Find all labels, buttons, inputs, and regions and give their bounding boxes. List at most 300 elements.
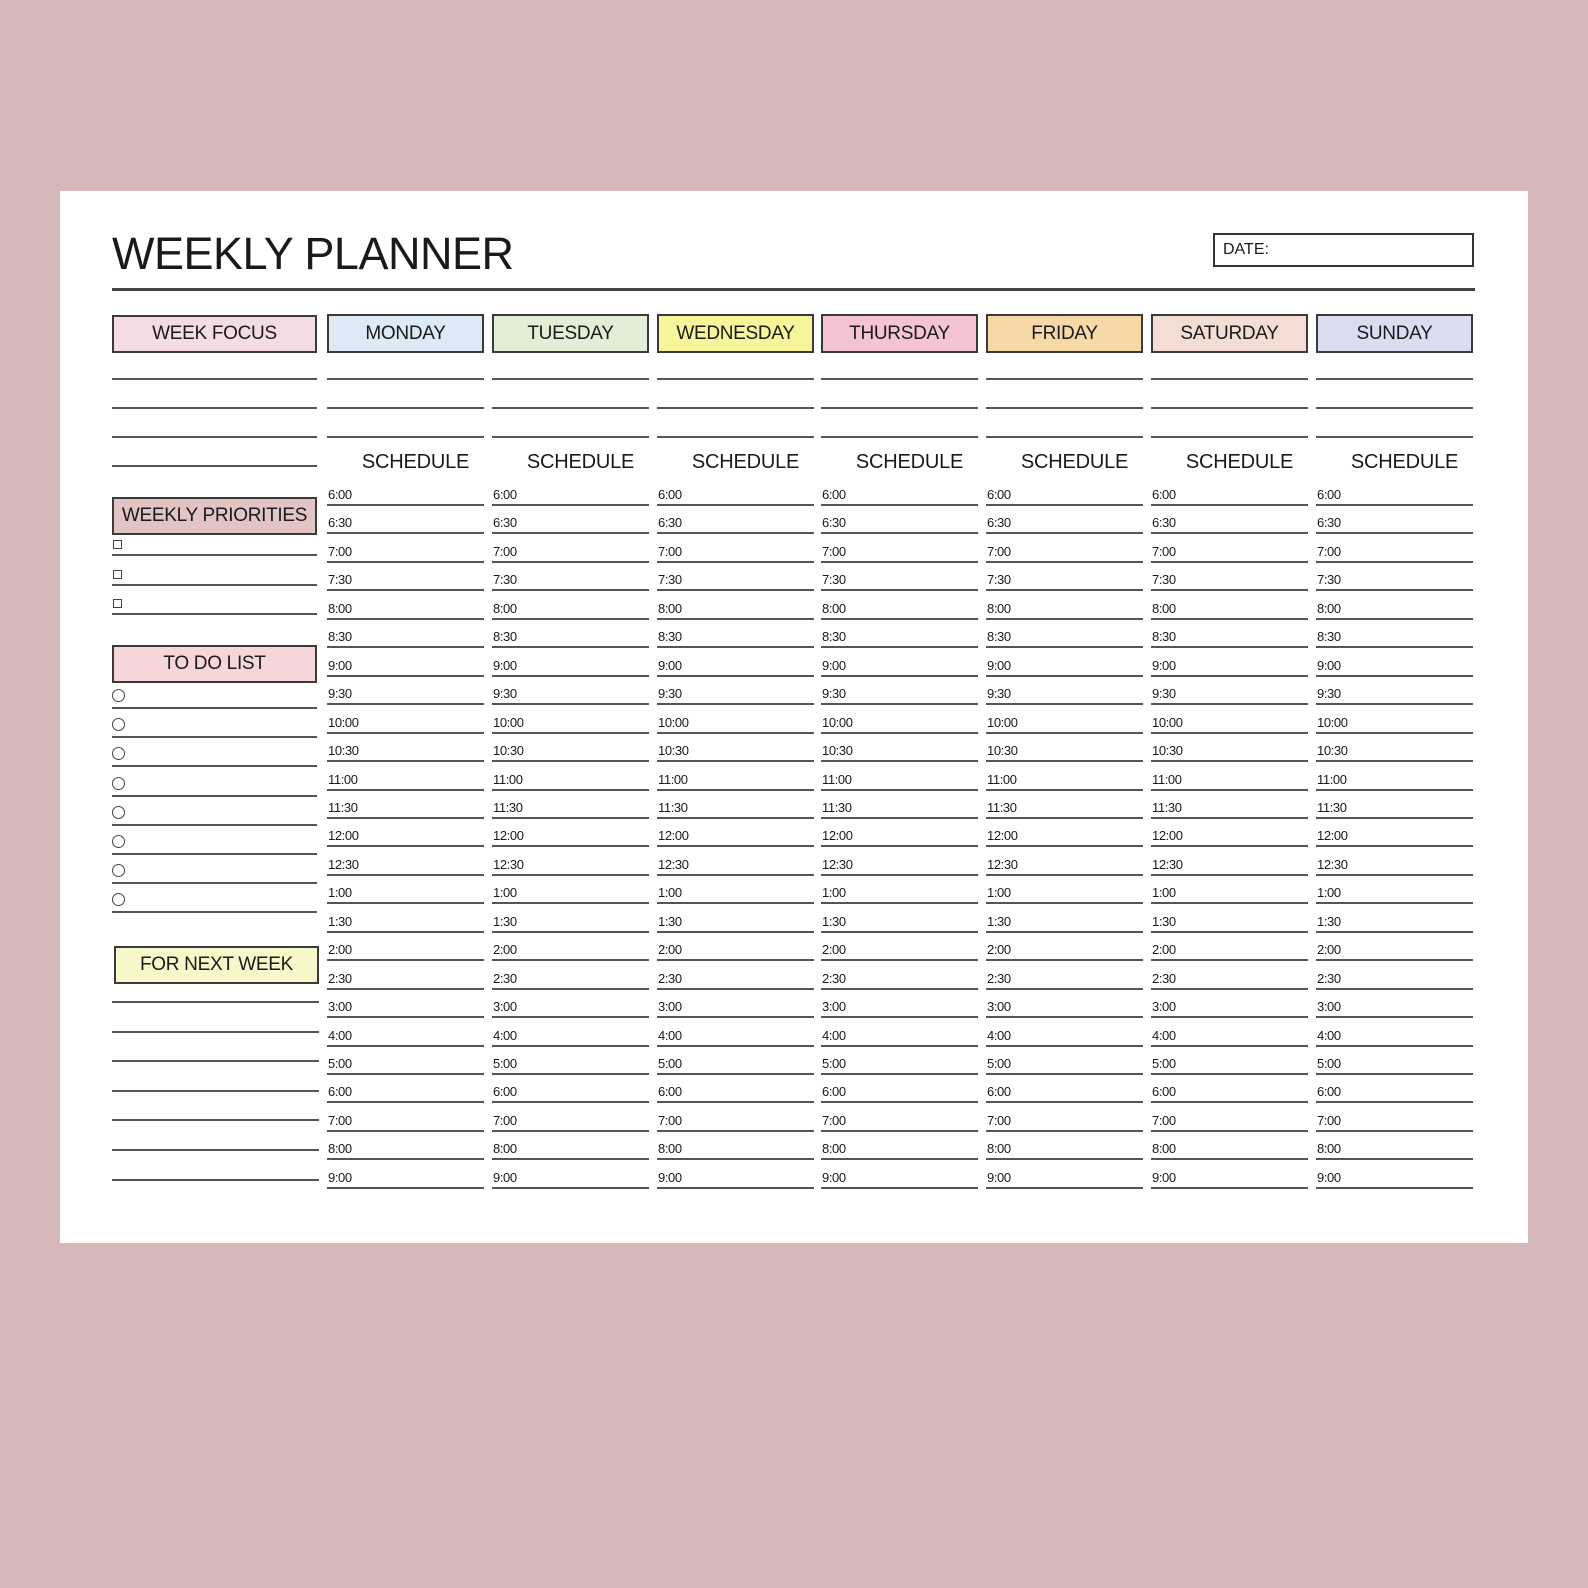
schedule-slot-line[interactable] [986, 561, 1143, 563]
schedule-slot-line[interactable] [327, 1130, 484, 1132]
todo-circle[interactable] [112, 747, 125, 760]
schedule-slot-line[interactable] [1316, 504, 1473, 506]
schedule-slot-line[interactable] [1151, 817, 1308, 819]
schedule-slot-line[interactable] [327, 561, 484, 563]
day-focus-line[interactable] [1151, 407, 1308, 409]
schedule-slot-line[interactable] [492, 988, 649, 990]
week-focus-header: WEEK FOCUS [112, 315, 317, 353]
time-label: 3:00 [493, 999, 517, 1015]
schedule-slot-line[interactable] [1316, 1016, 1473, 1018]
schedule-slot-line[interactable] [327, 618, 484, 620]
todo-circle[interactable] [112, 864, 125, 877]
schedule-slot-line[interactable] [1151, 760, 1308, 762]
schedule-slot-line[interactable] [492, 732, 649, 734]
schedule-slot-line[interactable] [821, 561, 978, 563]
todo-line[interactable] [112, 853, 317, 855]
schedule-slot-line[interactable] [657, 675, 814, 677]
schedule-slot-line[interactable] [327, 1016, 484, 1018]
schedule-slot-line[interactable] [1316, 1187, 1473, 1189]
time-label: 8:00 [1317, 1141, 1341, 1157]
time-label: 2:00 [493, 942, 517, 958]
schedule-slot-line[interactable] [657, 646, 814, 648]
day-focus-line[interactable] [1151, 378, 1308, 380]
schedule-slot-line[interactable] [327, 817, 484, 819]
schedule-slot-line[interactable] [986, 931, 1143, 933]
schedule-slot-line[interactable] [492, 504, 649, 506]
time-label: 5:00 [658, 1056, 682, 1071]
time-label: 6:00 [1152, 1084, 1176, 1100]
schedule-slot-line[interactable] [821, 988, 978, 990]
schedule-slot-line[interactable] [986, 760, 1143, 762]
next-week-line[interactable] [112, 1119, 319, 1121]
day-focus-line[interactable] [1316, 436, 1473, 438]
schedule-slot-line[interactable] [327, 931, 484, 933]
schedule-slot-line[interactable] [821, 760, 978, 762]
schedule-slot-line[interactable] [657, 504, 814, 506]
schedule-slot-line[interactable] [986, 874, 1143, 876]
next-week-line[interactable] [112, 1179, 319, 1181]
schedule-slot-line[interactable] [1151, 1187, 1308, 1189]
schedule-slot-line[interactable] [327, 874, 484, 876]
schedule-slot-line[interactable] [986, 646, 1143, 648]
time-label: 8:00 [493, 600, 517, 616]
time-label: 5:00 [1152, 1056, 1176, 1071]
time-label: 11:30 [1152, 799, 1182, 815]
next-week-line[interactable] [112, 1001, 319, 1003]
todo-line[interactable] [112, 882, 317, 884]
schedule-slot-line[interactable] [492, 675, 649, 677]
schedule-slot-line[interactable] [821, 646, 978, 648]
schedule-header: SCHEDULE [1020, 451, 1129, 473]
day-focus-line[interactable] [1316, 378, 1473, 380]
for-next-week-header: FOR NEXT WEEK [114, 946, 319, 984]
time-label: 10:30 [328, 743, 359, 759]
schedule-slot-line[interactable] [492, 1016, 649, 1018]
time-label: 12:00 [987, 828, 1018, 844]
schedule-slot-line[interactable] [1151, 561, 1308, 563]
schedule-slot-line[interactable] [1316, 760, 1473, 762]
schedule-slot-line[interactable] [1316, 589, 1473, 591]
time-label: 9:00 [658, 1169, 682, 1185]
todo-circle[interactable] [112, 806, 125, 819]
schedule-slot-line[interactable] [986, 988, 1143, 990]
schedule-slot-line[interactable] [657, 703, 814, 705]
schedule-slot-line[interactable] [821, 1130, 978, 1132]
time-label: 7:30 [987, 572, 1011, 588]
time-label: 7:00 [328, 1112, 352, 1128]
day-focus-line[interactable] [1316, 407, 1473, 409]
schedule-slot-line[interactable] [327, 504, 484, 506]
schedule-slot-line[interactable] [821, 732, 978, 734]
schedule-slot-line[interactable] [327, 760, 484, 762]
time-label: 10:30 [1317, 743, 1348, 759]
schedule-slot-line[interactable] [821, 902, 978, 904]
schedule-slot-line[interactable] [986, 817, 1143, 819]
time-label: 12:30 [987, 856, 1018, 872]
time-label: 1:30 [658, 913, 682, 929]
schedule-slot-line[interactable] [492, 1158, 649, 1160]
time-label: 7:00 [493, 543, 517, 559]
schedule-slot-line[interactable] [1316, 618, 1473, 620]
todo-line[interactable] [112, 707, 317, 709]
priority-checkbox[interactable] [113, 540, 122, 549]
schedule-slot-line[interactable] [1151, 1073, 1308, 1075]
week-focus-line[interactable] [112, 436, 317, 438]
time-label: 8:30 [328, 629, 352, 645]
day-header-monday: MONDAY [327, 314, 484, 353]
schedule-slot-line[interactable] [986, 504, 1143, 506]
schedule-slot-line[interactable] [657, 732, 814, 734]
schedule-slot-line[interactable] [986, 1187, 1143, 1189]
schedule-slot-line[interactable] [327, 988, 484, 990]
schedule-slot-line[interactable] [986, 959, 1143, 961]
schedule-slot-line[interactable] [492, 817, 649, 819]
schedule-slot-line[interactable] [1151, 874, 1308, 876]
schedule-slot-line[interactable] [986, 532, 1143, 534]
time-label: 6:30 [822, 515, 846, 531]
schedule-slot-line[interactable] [657, 988, 814, 990]
schedule-slot-line[interactable] [986, 732, 1143, 734]
schedule-slot-line[interactable] [657, 1101, 814, 1103]
time-label: 10:00 [328, 714, 359, 730]
time-label: 2:00 [987, 942, 1011, 958]
schedule-slot-line[interactable] [492, 532, 649, 534]
schedule-slot-line[interactable] [986, 845, 1143, 847]
schedule-slot-line[interactable] [1316, 675, 1473, 677]
schedule-slot-line[interactable] [492, 959, 649, 961]
time-label: 12:30 [1317, 856, 1348, 872]
time-label: 9:30 [1317, 686, 1341, 702]
day-focus-line[interactable] [1151, 436, 1308, 438]
schedule-slot-line[interactable] [1151, 703, 1308, 705]
schedule-slot-line[interactable] [327, 589, 484, 591]
date-label: DATE: [1223, 241, 1269, 258]
time-label: 5:00 [328, 1056, 352, 1071]
schedule-slot-line[interactable] [821, 789, 978, 791]
day-focus-line[interactable] [492, 378, 649, 380]
time-label: 6:00 [328, 487, 352, 502]
schedule-slot-line[interactable] [986, 589, 1143, 591]
schedule-slot-line[interactable] [1316, 703, 1473, 705]
time-label: 9:00 [987, 1169, 1011, 1185]
time-label: 6:00 [493, 487, 517, 502]
time-label: 9:00 [1152, 657, 1176, 673]
schedule-slot-line[interactable] [657, 845, 814, 847]
next-week-line[interactable] [112, 1060, 319, 1062]
schedule-slot-line[interactable] [327, 1187, 484, 1189]
schedule-slot-line[interactable] [657, 1073, 814, 1075]
day-focus-line[interactable] [821, 436, 978, 438]
schedule-slot-line[interactable] [327, 532, 484, 534]
time-label: 8:00 [328, 600, 352, 616]
planner-sheet [60, 191, 1528, 1243]
schedule-slot-line[interactable] [821, 874, 978, 876]
schedule-slot-line[interactable] [657, 1158, 814, 1160]
schedule-slot-line[interactable] [821, 931, 978, 933]
schedule-slot-line[interactable] [492, 1045, 649, 1047]
priority-checkbox[interactable] [113, 570, 122, 579]
next-week-line[interactable] [112, 1090, 319, 1092]
schedule-slot-line[interactable] [1151, 1158, 1308, 1160]
schedule-slot-line[interactable] [1151, 1130, 1308, 1132]
schedule-slot-line[interactable] [821, 589, 978, 591]
schedule-slot-line[interactable] [1151, 1045, 1308, 1047]
schedule-slot-line[interactable] [821, 532, 978, 534]
schedule-slot-line[interactable] [821, 1073, 978, 1075]
schedule-slot-line[interactable] [821, 618, 978, 620]
schedule-slot-line[interactable] [492, 561, 649, 563]
day-focus-line[interactable] [821, 378, 978, 380]
schedule-slot-line[interactable] [821, 504, 978, 506]
schedule-slot-line[interactable] [1316, 789, 1473, 791]
schedule-slot-line[interactable] [657, 959, 814, 961]
day-focus-line[interactable] [657, 378, 814, 380]
schedule-slot-line[interactable] [1151, 931, 1308, 933]
time-label: 1:30 [822, 913, 846, 929]
time-label: 8:00 [328, 1141, 352, 1157]
time-label: 10:30 [822, 743, 853, 759]
todo-circle[interactable] [112, 777, 125, 790]
schedule-slot-line[interactable] [1151, 589, 1308, 591]
time-label: 1:30 [493, 913, 517, 929]
schedule-slot-line[interactable] [492, 703, 649, 705]
schedule-slot-line[interactable] [821, 959, 978, 961]
schedule-slot-line[interactable] [1316, 646, 1473, 648]
schedule-slot-line[interactable] [986, 703, 1143, 705]
schedule-slot-line[interactable] [492, 646, 649, 648]
schedule-slot-line[interactable] [1316, 1045, 1473, 1047]
schedule-slot-line[interactable] [821, 1158, 978, 1160]
schedule-slot-line[interactable] [492, 760, 649, 762]
schedule-slot-line[interactable] [1151, 504, 1308, 506]
schedule-slot-line[interactable] [1316, 732, 1473, 734]
time-label: 2:30 [1317, 970, 1341, 986]
schedule-slot-line[interactable] [821, 1045, 978, 1047]
todo-line[interactable] [112, 736, 317, 738]
day-focus-line[interactable] [327, 407, 484, 409]
schedule-slot-line[interactable] [986, 1016, 1143, 1018]
time-label: 7:30 [1152, 572, 1176, 588]
schedule-slot-line[interactable] [327, 732, 484, 734]
schedule-slot-line[interactable] [492, 1130, 649, 1132]
schedule-slot-line[interactable] [1151, 1016, 1308, 1018]
time-label: 9:30 [822, 686, 846, 702]
schedule-slot-line[interactable] [657, 1016, 814, 1018]
schedule-slot-line[interactable] [657, 532, 814, 534]
schedule-slot-line[interactable] [1151, 1101, 1308, 1103]
schedule-slot-line[interactable] [327, 1045, 484, 1047]
schedule-slot-line[interactable] [1316, 1158, 1473, 1160]
day-focus-line[interactable] [657, 407, 814, 409]
schedule-slot-line[interactable] [492, 618, 649, 620]
time-label: 12:00 [1152, 828, 1183, 844]
schedule-slot-line[interactable] [1316, 1130, 1473, 1132]
schedule-slot-line[interactable] [492, 1073, 649, 1075]
priority-line[interactable] [112, 554, 317, 556]
schedule-slot-line[interactable] [1151, 675, 1308, 677]
day-focus-line[interactable] [821, 407, 978, 409]
schedule-slot-line[interactable] [821, 845, 978, 847]
schedule-slot-line[interactable] [657, 589, 814, 591]
schedule-slot-line[interactable] [821, 1016, 978, 1018]
weekly-priorities-header: WEEKLY PRIORITIES [112, 497, 317, 535]
time-label: 11:30 [822, 799, 852, 815]
schedule-slot-line[interactable] [986, 1045, 1143, 1047]
schedule-slot-line[interactable] [986, 902, 1143, 904]
schedule-slot-line[interactable] [1151, 988, 1308, 990]
next-week-line[interactable] [112, 1149, 319, 1151]
time-label: 4:00 [822, 1027, 846, 1043]
schedule-slot-line[interactable] [492, 845, 649, 847]
time-label: 9:30 [493, 686, 517, 702]
time-label: 6:00 [658, 1084, 682, 1100]
priority-line[interactable] [112, 613, 317, 615]
schedule-slot-line[interactable] [1316, 532, 1473, 534]
schedule-slot-line[interactable] [492, 789, 649, 791]
schedule-slot-line[interactable] [1151, 959, 1308, 961]
time-label: 11:30 [987, 799, 1017, 815]
priority-line[interactable] [112, 584, 317, 586]
todo-line[interactable] [112, 765, 317, 767]
schedule-slot-line[interactable] [327, 703, 484, 705]
schedule-slot-line[interactable] [986, 1073, 1143, 1075]
week-focus-line[interactable] [112, 465, 317, 467]
schedule-slot-line[interactable] [1316, 1073, 1473, 1075]
day-focus-line[interactable] [327, 436, 484, 438]
schedule-slot-line[interactable] [492, 874, 649, 876]
schedule-slot-line[interactable] [1151, 845, 1308, 847]
schedule-slot-line[interactable] [986, 789, 1143, 791]
schedule-slot-line[interactable] [657, 931, 814, 933]
schedule-slot-line[interactable] [327, 1101, 484, 1103]
time-label: 6:30 [493, 515, 517, 531]
schedule-slot-line[interactable] [1316, 1101, 1473, 1103]
schedule-slot-line[interactable] [492, 1187, 649, 1189]
schedule-slot-line[interactable] [327, 845, 484, 847]
schedule-slot-line[interactable] [1316, 959, 1473, 961]
schedule-slot-line[interactable] [657, 1045, 814, 1047]
time-label: 7:30 [658, 572, 682, 588]
schedule-slot-line[interactable] [1316, 817, 1473, 819]
schedule-slot-line[interactable] [1151, 902, 1308, 904]
schedule-slot-line[interactable] [821, 675, 978, 677]
schedule-slot-line[interactable] [657, 1187, 814, 1189]
schedule-header: SCHEDULE [1185, 451, 1294, 473]
schedule-slot-line[interactable] [821, 703, 978, 705]
schedule-slot-line[interactable] [986, 618, 1143, 620]
schedule-slot-line[interactable] [1151, 532, 1308, 534]
schedule-slot-line[interactable] [1316, 902, 1473, 904]
week-focus-line[interactable] [112, 407, 317, 409]
schedule-slot-line[interactable] [986, 1130, 1143, 1132]
time-label: 8:00 [987, 600, 1011, 616]
schedule-slot-line[interactable] [327, 789, 484, 791]
day-focus-line[interactable] [492, 436, 649, 438]
schedule-slot-line[interactable] [986, 1158, 1143, 1160]
schedule-slot-line[interactable] [1316, 988, 1473, 990]
schedule-slot-line[interactable] [657, 561, 814, 563]
time-label: 7:00 [1152, 543, 1176, 559]
time-label: 10:00 [822, 714, 853, 730]
todo-line[interactable] [112, 911, 317, 913]
schedule-slot-line[interactable] [1151, 789, 1308, 791]
schedule-slot-line[interactable] [657, 817, 814, 819]
schedule-slot-line[interactable] [1151, 646, 1308, 648]
todo-line[interactable] [112, 795, 317, 797]
day-focus-line[interactable] [327, 378, 484, 380]
week-focus-line[interactable] [112, 378, 317, 380]
day-focus-line[interactable] [986, 378, 1143, 380]
day-focus-line[interactable] [657, 436, 814, 438]
schedule-slot-line[interactable] [327, 959, 484, 961]
schedule-slot-line[interactable] [1316, 845, 1473, 847]
schedule-slot-line[interactable] [1151, 618, 1308, 620]
schedule-slot-line[interactable] [821, 817, 978, 819]
day-focus-line[interactable] [492, 407, 649, 409]
schedule-slot-line[interactable] [327, 1073, 484, 1075]
todo-line[interactable] [112, 824, 317, 826]
time-label: 6:30 [987, 515, 1011, 531]
time-label: 9:30 [1152, 686, 1176, 702]
schedule-slot-line[interactable] [657, 789, 814, 791]
time-label: 11:00 [822, 771, 852, 787]
schedule-slot-line[interactable] [1151, 732, 1308, 734]
schedule-slot-line[interactable] [327, 646, 484, 648]
time-label: 3:00 [658, 999, 682, 1015]
time-label: 7:00 [822, 1112, 846, 1128]
schedule-slot-line[interactable] [657, 1130, 814, 1132]
schedule-slot-line[interactable] [492, 589, 649, 591]
schedule-slot-line[interactable] [657, 902, 814, 904]
time-label: 10:30 [1152, 743, 1183, 759]
time-label: 11:30 [328, 799, 358, 815]
todo-circle[interactable] [112, 718, 125, 731]
time-label: 4:00 [658, 1027, 682, 1043]
day-focus-line[interactable] [986, 407, 1143, 409]
schedule-slot-line[interactable] [986, 675, 1143, 677]
schedule-slot-line[interactable] [492, 1101, 649, 1103]
date-field[interactable] [1213, 233, 1474, 267]
schedule-slot-line[interactable] [327, 902, 484, 904]
time-label: 1:00 [1152, 885, 1176, 901]
todo-circle[interactable] [112, 893, 125, 906]
schedule-slot-line[interactable] [821, 1187, 978, 1189]
time-label: 8:00 [1152, 600, 1176, 616]
priority-checkbox[interactable] [113, 599, 122, 608]
schedule-slot-line[interactable] [986, 1101, 1143, 1103]
schedule-slot-line[interactable] [492, 902, 649, 904]
todo-circle[interactable] [112, 835, 125, 848]
schedule-slot-line[interactable] [657, 874, 814, 876]
time-label: 12:00 [822, 828, 853, 844]
schedule-slot-line[interactable] [1316, 561, 1473, 563]
schedule-slot-line[interactable] [821, 1101, 978, 1103]
time-label: 7:00 [1152, 1112, 1176, 1128]
schedule-slot-line[interactable] [657, 618, 814, 620]
schedule-slot-line[interactable] [327, 675, 484, 677]
schedule-slot-line[interactable] [492, 931, 649, 933]
next-week-line[interactable] [112, 1031, 319, 1033]
time-label: 7:30 [328, 572, 352, 588]
time-label: 1:30 [987, 913, 1011, 929]
schedule-slot-line[interactable] [1316, 874, 1473, 876]
time-label: 9:00 [822, 657, 846, 673]
schedule-slot-line[interactable] [1316, 931, 1473, 933]
schedule-slot-line[interactable] [327, 1158, 484, 1160]
schedule-slot-line[interactable] [657, 760, 814, 762]
day-focus-line[interactable] [986, 436, 1143, 438]
todo-circle[interactable] [112, 689, 125, 702]
